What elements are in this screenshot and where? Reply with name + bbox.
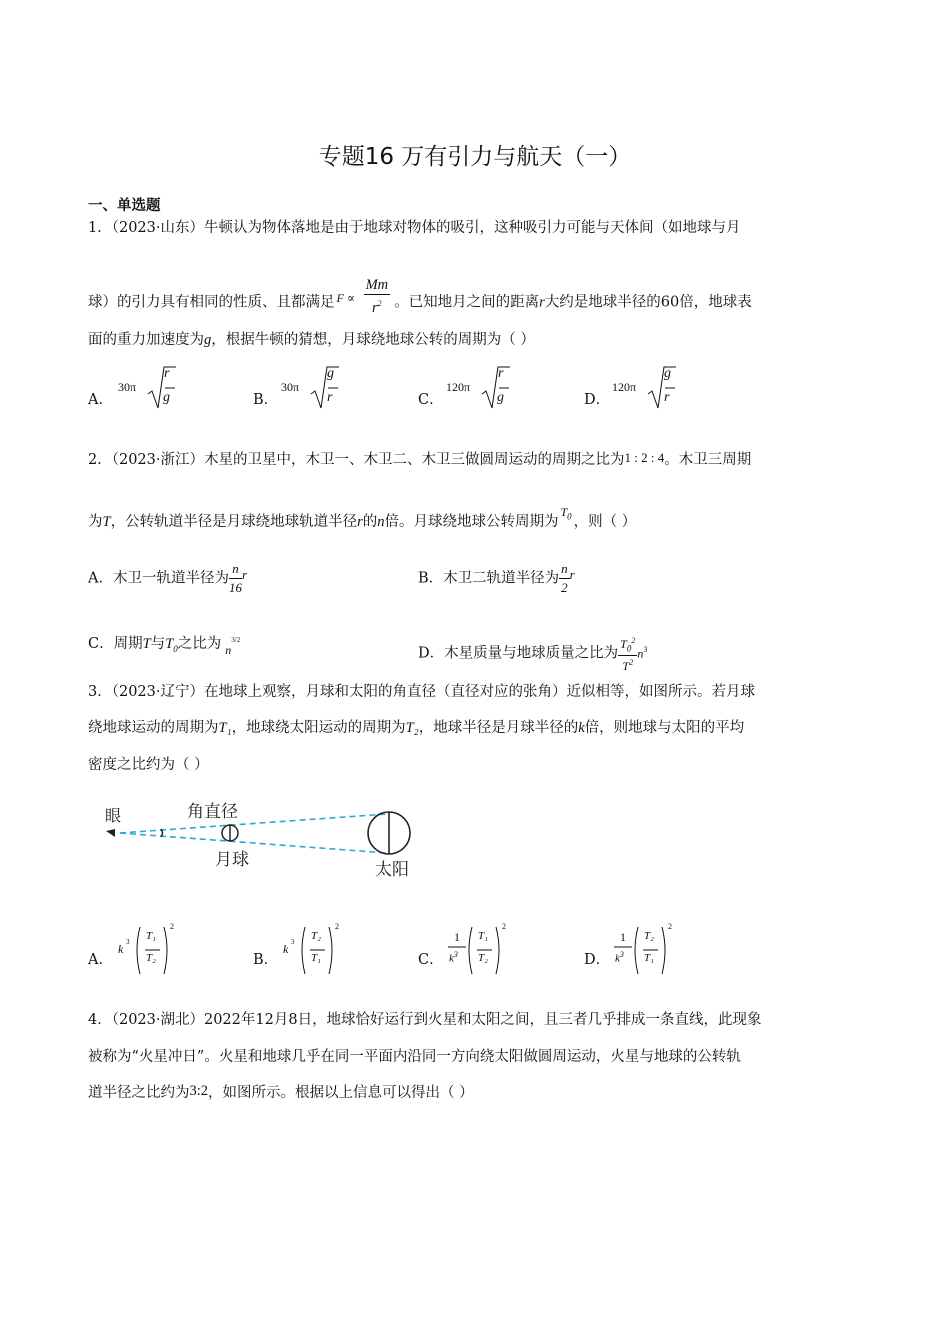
option-exp: 2 (170, 922, 174, 931)
option-exp: 3/2 (231, 636, 241, 644)
q2-text-b: 。木卫三周期 (664, 452, 752, 468)
option-den: 16 (228, 580, 242, 595)
option-num: n (561, 561, 568, 576)
q1-formula-f: F ∝ (336, 291, 355, 306)
q1-text-c: 大约是地球半径的60倍，地球表 (544, 294, 752, 311)
option-text: B．木卫二轨道半径为 (418, 570, 560, 587)
option-den: T₁ (644, 952, 654, 964)
angular-diameter-diagram (95, 795, 425, 885)
q1-text: 球）的引力具有相同的性质、且都满足 (88, 294, 335, 311)
option-pre-exp: 3 (291, 938, 295, 946)
q1-options (88, 362, 868, 412)
q1-formula-den: r (372, 299, 378, 316)
option-sub: 0 (173, 643, 178, 654)
q1-formula-num: Mm (365, 277, 389, 293)
option-num: r (164, 366, 170, 381)
option-var: n (637, 646, 644, 661)
option-text: A．木卫一轨道半径为 (88, 570, 229, 587)
q2-var-n: n (377, 514, 385, 530)
option-text: 与 (150, 636, 166, 652)
option-pre-num: 1 (454, 930, 460, 944)
option-coef: 120π (446, 380, 471, 394)
q1-line2 (88, 277, 752, 323)
q2-text-e: 的 (362, 514, 378, 530)
option-var: r (569, 566, 575, 582)
option-num: n (232, 561, 239, 576)
option-text: C．周期 (88, 636, 143, 652)
option-coef: 30π (281, 380, 300, 394)
option-exp: 2 (335, 922, 339, 931)
option-den: T₁ (311, 952, 321, 964)
option-num: T₁ (478, 930, 488, 942)
option-den: g (497, 390, 504, 405)
q4-ratio: 3:2 (189, 1083, 209, 1099)
option-label: C． (418, 952, 444, 968)
option-num: g (327, 366, 334, 381)
option-pre: k (283, 942, 289, 956)
q2-text-g: ，则（ ） (573, 514, 637, 530)
option-label: A． (88, 952, 113, 968)
q2-var-t0: T (560, 505, 568, 519)
q2-text-f: 倍。月球绕地球公转周期为 (384, 514, 559, 530)
q1-line1: 1．（2023·山东）牛顿认为物体落地是由于地球对物体的吸引，这种吸引力可能与天体间（如地球与月 (88, 220, 741, 236)
angle-arc (161, 829, 163, 837)
eye-label: 眼 (105, 806, 122, 825)
q3-text-d: 倍，则地球与太阳的平均 (584, 720, 745, 736)
option-label: B． (253, 952, 279, 968)
q1-text-e: ，根据牛顿的猜想，月球绕地球公转的周期为（ ） (211, 332, 535, 348)
sun-label: 太阳 (375, 860, 409, 880)
option-den: g (163, 390, 170, 405)
q3-options (88, 920, 868, 980)
option-den: T₂ (146, 952, 156, 964)
q1-text-d: 面的重力加速度为 (88, 332, 204, 348)
moon-label: 月球 (215, 850, 249, 870)
option-label: C． (418, 392, 444, 408)
option-num: T (620, 637, 627, 651)
q2-option-b[interactable] (418, 560, 575, 597)
q3-text: 绕地球运动的周期为 (88, 720, 219, 736)
q2-text: 2．（2023·浙江）木星的卫星中，木卫一、木卫二、木卫三做圆周运动的周期之比为 (88, 452, 625, 468)
q3-var-t1: T₁ (218, 720, 232, 736)
lower-sightline (120, 833, 387, 853)
q1-var-g: g (204, 332, 212, 348)
option-pre-exp: 3 (126, 938, 130, 946)
q2-option-a[interactable] (88, 560, 247, 597)
option-coef: 30π (118, 380, 137, 394)
q3-text-b: ，地球绕太阳运动的周期为 (231, 720, 406, 736)
option-den: T (622, 659, 630, 674)
option-exp: 2 (502, 922, 506, 931)
option-var: n (225, 643, 232, 657)
q2-line1 (88, 450, 751, 470)
q3-var-t2: T₂ (405, 720, 419, 736)
option-var: T (142, 636, 151, 652)
option-num: T₂ (644, 930, 654, 942)
sqrt-icon (146, 364, 176, 412)
option-label: D． (584, 952, 611, 968)
q2-var-t0-sub: 0 (567, 511, 572, 522)
angle-label: 角直径 (187, 802, 238, 822)
sqrt-icon (646, 364, 676, 412)
sqrt-icon (480, 364, 510, 412)
q4-text: 道半径之比约为 (88, 1085, 190, 1101)
option-num: r (498, 366, 504, 381)
option-den: r (664, 390, 670, 405)
q2-option-d[interactable]: D．木星质量与地球质量之比为 $\frac{T_0^2}{T^2}$ $n^3$ (418, 636, 648, 674)
q2-text-c: 为 (88, 514, 103, 530)
option-den: 2 (561, 580, 568, 595)
option-exp: 2 (668, 922, 672, 931)
q3-line3: 密度之比约为（ ） (88, 757, 209, 773)
option-pre-den: $k^3$ (449, 950, 458, 965)
section-heading: 一、单选题 (88, 198, 161, 214)
sqrt-icon (309, 364, 339, 412)
option-exp: 3 (643, 644, 648, 654)
q2-var-r: r (357, 514, 363, 530)
q1-var-r: r (539, 294, 545, 311)
option-text: 之比为 (177, 636, 222, 652)
option-pre-num: 1 (620, 930, 626, 944)
option-num: T₂ (311, 930, 321, 942)
q2-option-c[interactable] (88, 634, 240, 659)
q3-var-k: k (578, 720, 585, 736)
q3-line1: 3．（2023·辽宁）在地球上观察，月球和太阳的角直径（直径对应的张角）近似相等，如图所示。若月球 (88, 684, 755, 700)
option-num: g (664, 366, 671, 381)
q4-line1: 4．（2023·湖北）2022年12月8日，地球恰好运行到火星和太阳之间，且三者几乎排成一条直线，此现象 (88, 1012, 762, 1028)
option-den: r (327, 390, 333, 405)
option-var: r (241, 566, 248, 582)
q3-line2 (88, 718, 744, 738)
option-text: D．木星质量与地球质量之比为 (418, 645, 619, 662)
option-pre-den: $k^3$ (615, 950, 624, 965)
q1-text-b: 。已知地月之间的距离 (394, 294, 540, 311)
option-label: B． (253, 392, 279, 408)
option-label: A． (88, 392, 113, 408)
page-title: 专题16 万有引力与航天（一） (318, 144, 632, 170)
upper-sightline (120, 814, 387, 833)
option-num: T₁ (146, 930, 156, 942)
q2-var-t: T (102, 514, 111, 530)
q3-text-c: ，地球半径是月球半径的 (418, 720, 579, 736)
q2-ratio: 1 : 2 : 4 (624, 450, 665, 465)
option-label: D． (584, 392, 611, 408)
q4-line3 (88, 1083, 474, 1103)
q1-formula-fraction: $\frac{Mm}{r^2}$ (365, 277, 389, 316)
option-var: T (165, 636, 174, 652)
q4-line2: 被称为“火星冲日”。火星和地球几乎在同一平面内沿同一方向绕太阳做圆周运动，火星与地球的公转轨 (88, 1049, 741, 1065)
q4-text-b: ，如图所示。根据以上信息可以得出（ ） (208, 1085, 474, 1101)
eye-icon (106, 829, 115, 837)
q2-text-d: ，公转轨道半径是月球绕地球轨道半径 (110, 514, 358, 530)
q1-line3 (88, 330, 535, 350)
option-coef: 120π (612, 380, 637, 394)
q2-line2 (88, 505, 637, 536)
option-pre: k (118, 942, 124, 956)
option-den: T₂ (478, 952, 488, 964)
